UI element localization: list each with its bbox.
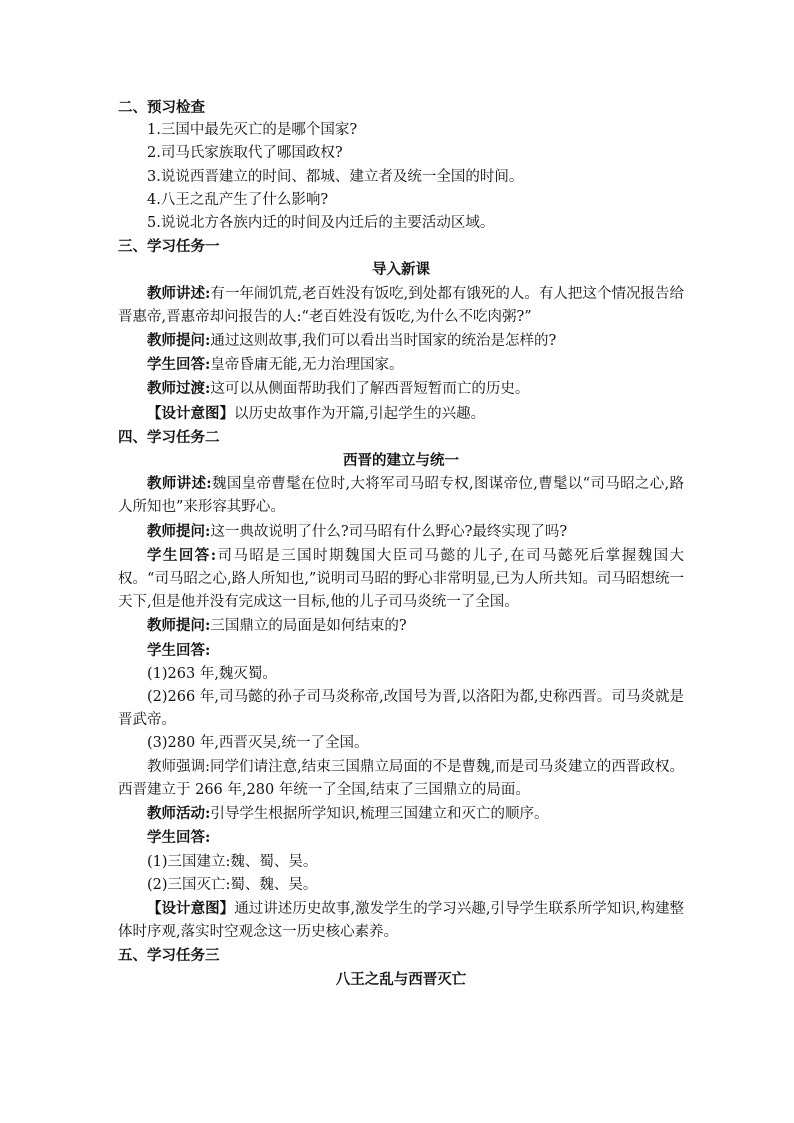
list-item: (2)三国灭亡:蜀、魏、吴。 <box>147 876 318 893</box>
speaker-label: 学生回答: <box>147 641 211 659</box>
speaker-label: 学生回答: <box>147 356 211 374</box>
section-heading: 五、学习任务三 <box>118 947 220 965</box>
speaker-label: 教师过渡: <box>147 380 211 398</box>
section-subtitle: 西晋的建立与统一 <box>343 452 459 470</box>
paragraph-text: 有一年闹饥荒,老百姓没有饭吃,到处都有饿死的人。有人把这个情况报告给晋惠帝,晋惠帝却问报告的人:“老百姓没有饭吃,为什么不吃肉粥?” <box>118 285 684 325</box>
paragraph: 教师强调:同学们请注意,结束三国鼎立局面的不是曹魏,而是司马炎建立的西晋政权。西晋建立于 266 年,280 年统一了全国,结束了三国鼎立的局面。 <box>118 758 684 798</box>
list-item: 5.说说北方各族内迁的时间及内迁后的主要活动区域。 <box>147 215 495 232</box>
list-item: 4.八王之乱产生了什么影响? <box>147 191 329 208</box>
list-item: (3)280 年,西晋灭吴,统一了全国。 <box>147 735 369 752</box>
paragraph <box>118 329 684 353</box>
paragraph <box>118 472 684 519</box>
list-item: (1)263 年,魏灭蜀。 <box>147 665 277 682</box>
paragraph-text: 以历史故事作为开篇,引起学生的兴趣。 <box>234 405 486 422</box>
list-item: 3.说说西晋建立的时间、都城、建立者及统一全国的时间。 <box>147 168 524 185</box>
section-heading: 二、预习检查 <box>118 99 205 116</box>
paragraph <box>118 639 684 663</box>
section-subtitle: 八王之乱与西晋灭亡 <box>335 970 467 988</box>
speaker-label: 教师活动: <box>147 805 211 823</box>
section-heading: 三、学习任务一 <box>118 238 220 256</box>
list-item: 1.三国中最先灭亡的是哪个国家? <box>147 122 358 139</box>
paragraph <box>118 802 684 826</box>
speaker-label: 教师提问: <box>147 332 211 350</box>
paragraph <box>118 544 684 615</box>
list-item: (2)266 年,司马懿的孙子司马炎称帝,改国号为晋,以洛阳为都,史称西晋。司马炎就是晋武帝。 <box>118 689 684 729</box>
paragraph-text: 司马昭是三国时期魏国大臣司马懿的儿子,在司马懿死后掌握魏国大权。“司马昭之心,路人所知也,”说明司马昭的野心非常明显,已为人所共知。司马昭想统一天下,但是他并没有完成这一目标,他的儿子司马炎统一了全国。 <box>118 547 684 611</box>
speaker-label: 学生回答: <box>147 546 217 564</box>
section-heading: 四、学习任务二 <box>118 428 220 446</box>
paragraph <box>118 520 684 544</box>
paragraph-text: 通过讲述历史故事,激发学生的学习兴趣,引导学生联系所学知识,构建整体时序观,落实时空观念这一历史核心素养。 <box>118 900 684 941</box>
speaker-label: 教师提问: <box>147 522 211 540</box>
paragraph <box>118 614 684 638</box>
list-item: (1)三国建立:魏、蜀、吴。 <box>147 853 318 870</box>
paragraph-text: 通过这则故事,我们可以看出当时国家的统治是怎样的? <box>210 333 557 350</box>
paragraph <box>118 377 684 401</box>
paragraph-text: 三国鼎立的局面是如何结束的? <box>210 618 407 635</box>
paragraph-text: 引导学生根据所学知识,梳理三国建立和灭亡的顺序。 <box>210 806 549 823</box>
speaker-label: 学生回答: <box>147 829 211 847</box>
design-intent-label: 【设计意图】 <box>147 404 234 422</box>
paragraph <box>118 897 684 944</box>
paragraph-text: 皇帝昏庸无能,无力治理国家。 <box>210 357 404 374</box>
speaker-label: 教师讲述: <box>147 284 211 302</box>
list-item: 2.司马氏家族取代了哪国政权? <box>147 145 343 162</box>
paragraph-text: 这一典故说明了什么?司马昭有什么野心?最终实现了吗? <box>210 523 568 540</box>
speaker-label: 教师讲述: <box>147 475 212 493</box>
paragraph-text: 这可以从侧面帮助我们了解西晋短暂而亡的历史。 <box>210 381 530 398</box>
paragraph <box>118 402 684 426</box>
paragraph-text: 魏国皇帝曹髦在位时,大将军司马昭专权,图谋帝位,曹髦以“司马昭之心,路人所知也”来形容其野心。 <box>118 476 684 516</box>
paragraph <box>118 282 684 329</box>
speaker-label: 教师提问: <box>147 617 211 635</box>
paragraph <box>118 826 684 850</box>
design-intent-label: 【设计意图】 <box>147 899 235 917</box>
paragraph <box>118 353 684 377</box>
section-subtitle: 导入新课 <box>372 261 430 279</box>
